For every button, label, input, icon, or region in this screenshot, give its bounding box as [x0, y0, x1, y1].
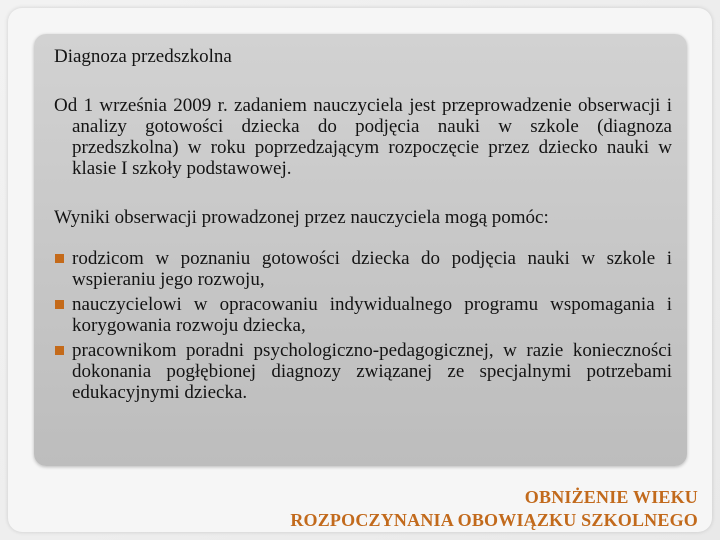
square-bullet-icon	[55, 254, 64, 263]
slide-footer	[290, 486, 698, 532]
footer-line-1: OBNIŻENIE WIEKU	[524, 487, 698, 507]
square-bullet-icon	[55, 346, 64, 355]
slide-title: Diagnoza przedszkolna	[54, 46, 232, 67]
list-item	[54, 248, 672, 290]
results-paragraph: Wyniki obserwacji prowadzonej przez nauczyciela mogą pomóc:	[54, 207, 549, 228]
intro-paragraph: Od 1 września 2009 r. zadaniem nauczyciela jest przeprowadzenie obserwacji i analizy gotowości dziecka do podjęcia nauki w szkole (diagnoza przedszkolna) w roku poprzedzającym rozpoczęcie przez dziecko nauki w klasie I szkoły podstawowej.	[54, 95, 672, 179]
list-item	[54, 294, 672, 336]
list-item-text: pracownikom poradni psychologiczno-pedagogicznej, w razie konieczności dokonania pogłębionej diagnozy związanej ze specjalnymi potrzebami edukacyjnymi dziecka.	[72, 340, 672, 403]
list-item-text: rodzicom w poznaniu gotowości dziecka do podjęcia nauki w szkole i wspieraniu jego rozwoju,	[72, 248, 672, 290]
list-item-text: nauczycielowi w opracowaniu indywidualnego programu wspomagania i korygowania rozwoju dziecka,	[72, 294, 672, 336]
slide-content	[54, 46, 672, 407]
footer-line-2: ROZPOCZYNANIA OBOWIĄZKU SZKOLNEGO	[290, 510, 698, 530]
benefits-list	[54, 248, 672, 403]
square-bullet-icon	[55, 300, 64, 309]
list-item	[54, 340, 672, 403]
paragraph-spacer	[54, 179, 672, 207]
